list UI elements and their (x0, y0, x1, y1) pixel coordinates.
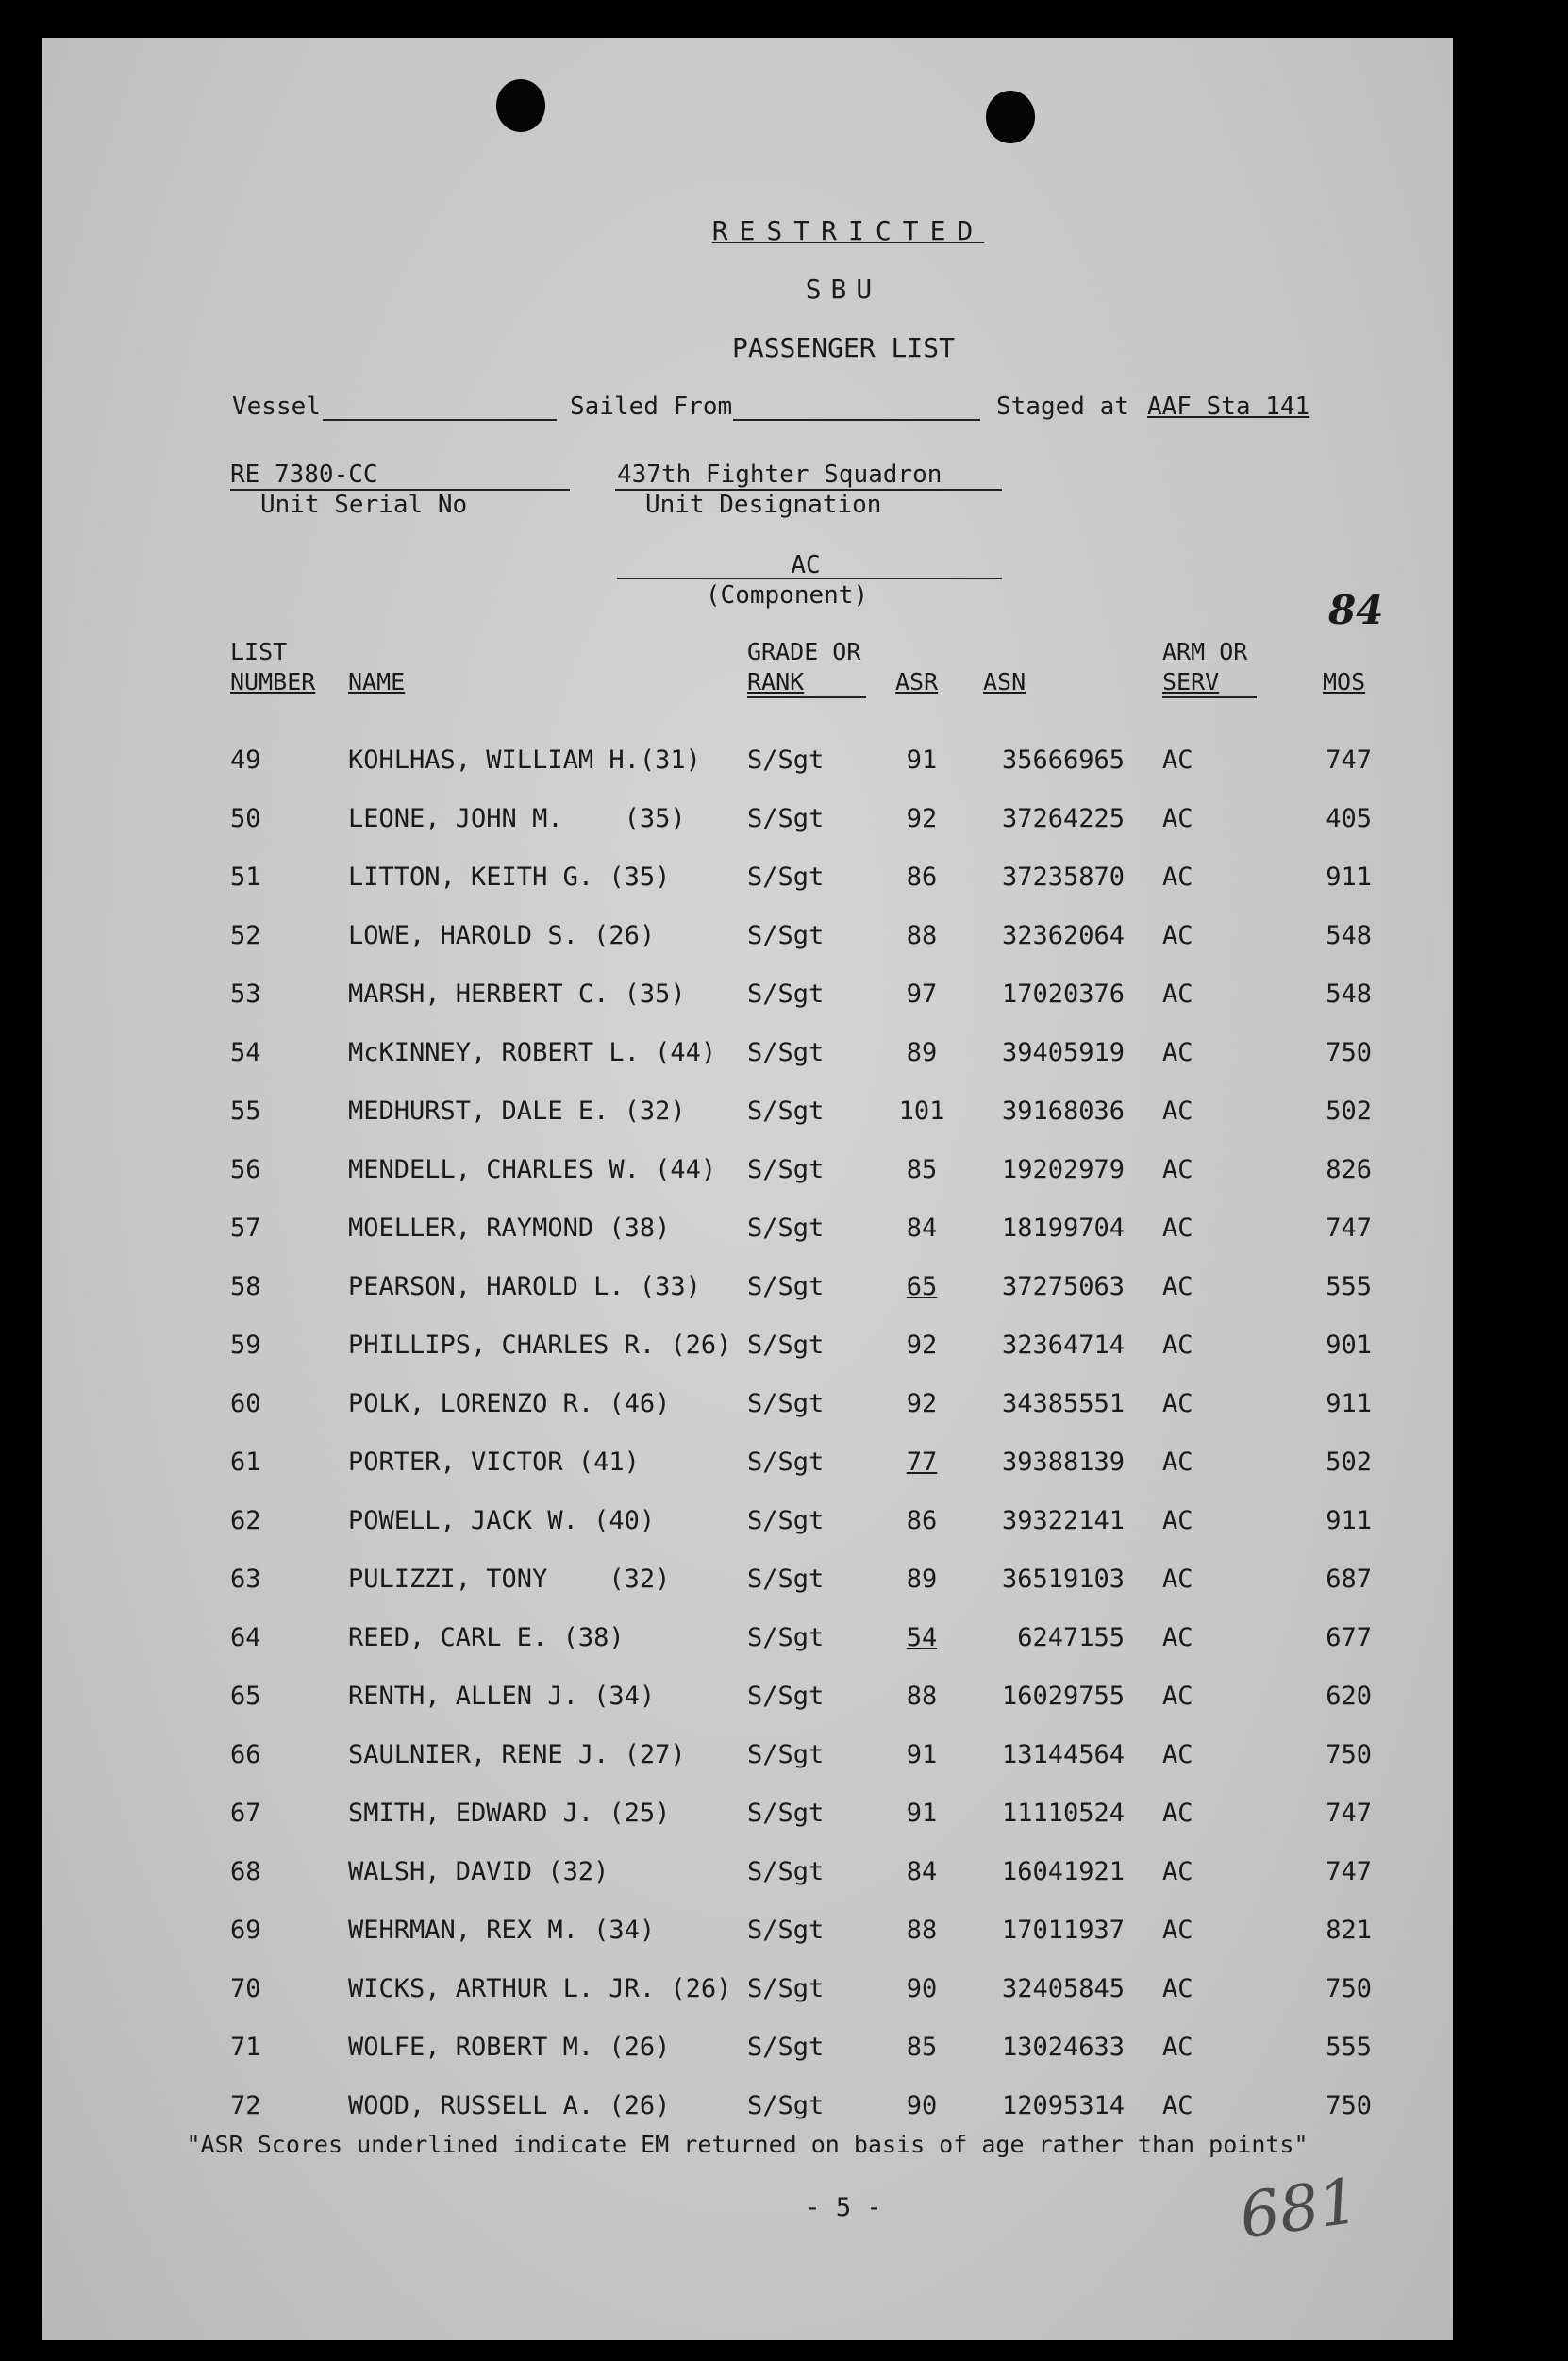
asr-cell: 86 (906, 1506, 938, 1535)
mos-cell: 821 (1326, 1916, 1372, 1945)
list-number-cell: 66 (230, 1740, 261, 1769)
asn-cell: 32362064 (1001, 921, 1125, 950)
mos-cell: 911 (1326, 1506, 1372, 1535)
asn-cell: 16041921 (1001, 1857, 1125, 1886)
asr-cell: 88 (906, 1916, 938, 1945)
asn-cell: 39388139 (1001, 1448, 1125, 1477)
asr-cell: 88 (906, 921, 938, 950)
col-name: NAME (348, 668, 406, 695)
table-row (42, 1097, 1453, 1134)
name-cell: MEDHURST, DALE E. (32) (348, 1097, 686, 1126)
arm-cell: AC (1162, 1097, 1193, 1126)
sailed-from-blank (733, 419, 980, 421)
mos-cell: 555 (1326, 1272, 1372, 1301)
mos-cell: 750 (1326, 2091, 1372, 2120)
grade-cell: S/Sgt (747, 1916, 825, 1945)
asn-cell: 17011937 (1001, 1916, 1125, 1945)
arm-cell: AC (1162, 1389, 1193, 1418)
name-cell: PEARSON, HAROLD L. (33) (348, 1272, 701, 1301)
list-number-cell: 50 (230, 804, 261, 833)
name-cell: PULIZZI, TONY (32) (348, 1565, 671, 1594)
classification-heading: RESTRICTED (711, 215, 985, 246)
list-number-cell: 61 (230, 1448, 261, 1477)
asr-cell: 84 (906, 1214, 938, 1243)
grade-cell: S/Sgt (747, 1857, 825, 1886)
arm-cell: AC (1162, 1331, 1193, 1360)
list-number-cell: 72 (230, 2091, 261, 2120)
arm-cell: AC (1162, 1565, 1193, 1594)
col-asn: ASN (983, 668, 1026, 695)
mos-cell: 687 (1326, 1565, 1372, 1594)
asr-cell: 77 (906, 1448, 938, 1477)
list-number-cell: 70 (230, 1974, 261, 2003)
arm-cell: AC (1162, 1857, 1193, 1886)
mos-cell: 747 (1326, 1214, 1372, 1243)
list-number-cell: 56 (230, 1155, 261, 1184)
name-cell: McKINNEY, ROBERT L. (44) (348, 1038, 717, 1067)
grade-cell: S/Sgt (747, 1038, 825, 1067)
mos-cell: 826 (1326, 1155, 1372, 1184)
grade-cell: S/Sgt (747, 1506, 825, 1535)
name-cell: SMITH, EDWARD J. (25) (348, 1799, 671, 1828)
unit-code: SBU (805, 274, 882, 305)
name-cell: POLK, LORENZO R. (46) (348, 1389, 671, 1418)
mos-cell: 750 (1326, 1740, 1372, 1769)
mos-cell: 747 (1326, 1857, 1372, 1886)
arm-cell: AC (1162, 804, 1193, 833)
col-mos: MOS (1323, 668, 1366, 695)
grade-cell: S/Sgt (747, 1389, 825, 1418)
name-cell: POWELL, JACK W. (40) (348, 1506, 656, 1535)
list-number-cell: 62 (230, 1506, 261, 1535)
mos-cell: 620 (1326, 1682, 1372, 1711)
arm-cell: AC (1162, 2033, 1193, 2062)
asr-cell: 86 (906, 862, 938, 892)
mos-cell: 911 (1326, 862, 1372, 892)
grade-cell: S/Sgt (747, 1272, 825, 1301)
table-row (42, 1448, 1453, 1485)
name-cell: MARSH, HERBERT C. (35) (348, 980, 686, 1009)
punch-hole-left (496, 79, 545, 132)
handwritten-margin-note: 681 (1235, 2164, 1363, 2253)
grade-cell: S/Sgt (747, 1448, 825, 1477)
table-row (42, 862, 1453, 900)
col-grade-1: GRADE OR (747, 638, 861, 665)
name-cell: MENDELL, CHARLES W. (44) (348, 1155, 717, 1184)
arm-cell: AC (1162, 1214, 1193, 1243)
grade-cell: S/Sgt (747, 2033, 825, 2062)
table-row (42, 1272, 1453, 1310)
asn-cell: 6247155 (1017, 1623, 1125, 1652)
list-number-cell: 49 (230, 745, 261, 775)
asn-cell: 39322141 (1001, 1506, 1125, 1535)
grade-cell: S/Sgt (747, 1565, 825, 1594)
list-number-cell: 51 (230, 862, 261, 892)
mos-cell: 502 (1326, 1097, 1372, 1126)
asn-cell: 11110524 (1001, 1799, 1125, 1828)
table-row (42, 1740, 1453, 1778)
grade-cell: S/Sgt (747, 1974, 825, 2003)
name-cell: KOHLHAS, WILLIAM H.(31) (348, 745, 701, 775)
table-row (42, 1331, 1453, 1368)
grade-cell: S/Sgt (747, 1740, 825, 1769)
table-row (42, 2091, 1453, 2129)
grade-cell: S/Sgt (747, 980, 825, 1009)
asn-cell: 32364714 (1001, 1331, 1125, 1360)
asn-cell: 37264225 (1001, 804, 1125, 833)
grade-cell: S/Sgt (747, 1799, 825, 1828)
mos-cell: 750 (1326, 1974, 1372, 2003)
asr-cell: 90 (906, 1974, 938, 2003)
name-cell: WOOD, RUSSELL A. (26) (348, 2091, 671, 2120)
name-cell: RENTH, ALLEN J. (34) (348, 1682, 656, 1711)
list-number-cell: 53 (230, 980, 261, 1009)
table-row (42, 1506, 1453, 1544)
table-row (42, 1974, 1453, 2012)
arm-cell: AC (1162, 1916, 1193, 1945)
list-title: PASSENGER LIST (731, 332, 955, 363)
col-arm-underline (1162, 696, 1257, 698)
unit-designation-caption: Unit Designation (645, 491, 882, 519)
mos-cell: 548 (1326, 980, 1372, 1009)
list-number-cell: 69 (230, 1916, 261, 1945)
table-row (42, 1857, 1453, 1895)
asn-cell: 17020376 (1001, 980, 1125, 1009)
table-row (42, 980, 1453, 1017)
arm-cell: AC (1162, 2091, 1193, 2120)
mos-cell: 901 (1326, 1331, 1372, 1360)
component-value: AC (791, 551, 821, 579)
arm-cell: AC (1162, 1799, 1193, 1828)
mos-cell: 555 (1326, 2033, 1372, 2062)
asr-cell: 65 (906, 1272, 938, 1301)
col-grade-2: RANK (747, 668, 805, 695)
name-cell: LITTON, KEITH G. (35) (348, 862, 671, 892)
mos-cell: 677 (1326, 1623, 1372, 1652)
table-row (42, 745, 1453, 783)
mos-cell: 747 (1326, 745, 1372, 775)
asn-cell: 36519103 (1001, 1565, 1125, 1594)
asn-cell: 35666965 (1001, 745, 1125, 775)
grade-cell: S/Sgt (747, 1682, 825, 1711)
grade-cell: S/Sgt (747, 1155, 825, 1184)
asr-cell: 92 (906, 1331, 938, 1360)
document-page (42, 38, 1453, 2340)
list-number-cell: 60 (230, 1389, 261, 1418)
mos-cell: 502 (1326, 1448, 1372, 1477)
arm-cell: AC (1162, 1740, 1193, 1769)
arm-cell: AC (1162, 1038, 1193, 1067)
list-number-cell: 52 (230, 921, 261, 950)
list-number-cell: 64 (230, 1623, 261, 1652)
arm-cell: AC (1162, 921, 1193, 950)
table-row (42, 1565, 1453, 1602)
name-cell: WALSH, DAVID (32) (348, 1857, 609, 1886)
table-row (42, 1214, 1453, 1251)
asn-cell: 13024633 (1001, 2033, 1125, 2062)
asn-cell: 39168036 (1001, 1097, 1125, 1126)
grade-cell: S/Sgt (747, 1097, 825, 1126)
name-cell: PHILLIPS, CHARLES R. (26) (348, 1331, 732, 1360)
asr-cell: 84 (906, 1857, 938, 1886)
page-number: - 5 - (805, 2193, 882, 2222)
list-number-cell: 55 (230, 1097, 261, 1126)
table-row (42, 1916, 1453, 1953)
asn-cell: 34385551 (1001, 1389, 1125, 1418)
asr-cell: 89 (906, 1565, 938, 1594)
name-cell: LOWE, HAROLD S. (26) (348, 921, 656, 950)
grade-cell: S/Sgt (747, 745, 825, 775)
table-row (42, 1389, 1453, 1427)
list-number-cell: 57 (230, 1214, 261, 1243)
arm-cell: AC (1162, 1506, 1193, 1535)
list-number-cell: 71 (230, 2033, 261, 2062)
vessel-label: Vessel (232, 393, 321, 421)
asr-cell: 91 (906, 1799, 938, 1828)
asn-cell: 37275063 (1001, 1272, 1125, 1301)
asr-cell: 89 (906, 1038, 938, 1067)
name-cell: LEONE, JOHN M. (35) (348, 804, 686, 833)
list-number-cell: 58 (230, 1272, 261, 1301)
arm-cell: AC (1162, 1974, 1193, 2003)
asr-cell: 88 (906, 1682, 938, 1711)
table-row (42, 921, 1453, 959)
asr-cell: 91 (906, 745, 938, 775)
asn-cell: 12095314 (1001, 2091, 1125, 2120)
asn-cell: 37235870 (1001, 862, 1125, 892)
asn-cell: 16029755 (1001, 1682, 1125, 1711)
name-cell: WICKS, ARTHUR L. JR. (26) (348, 1974, 732, 2003)
list-number-cell: 65 (230, 1682, 261, 1711)
arm-cell: AC (1162, 980, 1193, 1009)
table-row (42, 1155, 1453, 1193)
staged-at-value: AAF Sta 141 (1147, 393, 1310, 421)
grade-cell: S/Sgt (747, 862, 825, 892)
list-number-cell: 54 (230, 1038, 261, 1067)
asr-cell: 85 (906, 1155, 938, 1184)
list-number-cell: 63 (230, 1565, 261, 1594)
arm-cell: AC (1162, 862, 1193, 892)
asr-cell: 91 (906, 1740, 938, 1769)
table-row (42, 1682, 1453, 1719)
col-list-number-1: LIST (230, 638, 288, 665)
asr-cell: 90 (906, 2091, 938, 2120)
table-row (42, 804, 1453, 842)
grade-cell: S/Sgt (747, 2091, 825, 2120)
unit-serial-value: RE 7380-CC (230, 460, 378, 489)
table-row (42, 1799, 1453, 1836)
name-cell: REED, CARL E. (38) (348, 1623, 625, 1652)
punch-hole-right (986, 91, 1035, 143)
arm-cell: AC (1162, 1155, 1193, 1184)
asn-cell: 32405845 (1001, 1974, 1125, 2003)
table-row (42, 2033, 1453, 2070)
name-cell: WEHRMAN, REX M. (34) (348, 1916, 656, 1945)
mos-cell: 405 (1326, 804, 1372, 833)
col-asr: ASR (895, 668, 939, 695)
asn-cell: 18199704 (1001, 1214, 1125, 1243)
vessel-blank (323, 419, 557, 421)
asr-cell: 54 (906, 1623, 938, 1652)
asn-cell: 13144564 (1001, 1740, 1125, 1769)
mos-cell: 911 (1326, 1389, 1372, 1418)
name-cell: PORTER, VICTOR (41) (348, 1448, 640, 1477)
sailed-from-label: Sailed From (570, 393, 733, 421)
col-arm-2: SERV (1162, 668, 1220, 695)
staged-at-label: Staged at (996, 393, 1129, 421)
col-grade-underline (747, 696, 866, 698)
table-row (42, 1623, 1453, 1661)
name-cell: WOLFE, ROBERT M. (26) (348, 2033, 671, 2062)
list-number-cell: 68 (230, 1857, 261, 1886)
asr-cell: 85 (906, 2033, 938, 2062)
grade-cell: S/Sgt (747, 1623, 825, 1652)
table-row (42, 1038, 1453, 1076)
name-cell: SAULNIER, RENE J. (27) (348, 1740, 686, 1769)
footnote: "ASR Scores underlined indicate EM returned on basis of age rather than points" (186, 2131, 1309, 2158)
unit-designation-value: 437th Fighter Squadron (617, 460, 942, 489)
asn-cell: 39405919 (1001, 1038, 1125, 1067)
arm-cell: AC (1162, 1682, 1193, 1711)
arm-cell: AC (1162, 745, 1193, 775)
unit-serial-caption: Unit Serial No (260, 491, 468, 519)
mos-cell: 548 (1326, 921, 1372, 950)
list-number-cell: 67 (230, 1799, 261, 1828)
asr-cell: 97 (906, 980, 938, 1009)
asr-cell: 92 (906, 804, 938, 833)
grade-cell: S/Sgt (747, 1331, 825, 1360)
list-number-cell: 59 (230, 1331, 261, 1360)
grade-cell: S/Sgt (747, 921, 825, 950)
asr-cell: 101 (898, 1097, 945, 1126)
arm-cell: AC (1162, 1623, 1193, 1652)
mos-cell: 750 (1326, 1038, 1372, 1067)
arm-cell: AC (1162, 1272, 1193, 1301)
component-blank (617, 578, 1002, 579)
asr-cell: 92 (906, 1389, 938, 1418)
grade-cell: S/Sgt (747, 1214, 825, 1243)
arm-cell: AC (1162, 1448, 1193, 1477)
component-caption: (Component) (705, 581, 869, 610)
name-cell: MOELLER, RAYMOND (38) (348, 1214, 671, 1243)
col-list-number-2: NUMBER (230, 668, 316, 695)
col-arm-1: ARM OR (1162, 638, 1248, 665)
handwritten-page-number: 84 (1328, 587, 1384, 633)
grade-cell: S/Sgt (747, 804, 825, 833)
asn-cell: 19202979 (1001, 1155, 1125, 1184)
mos-cell: 747 (1326, 1799, 1372, 1828)
